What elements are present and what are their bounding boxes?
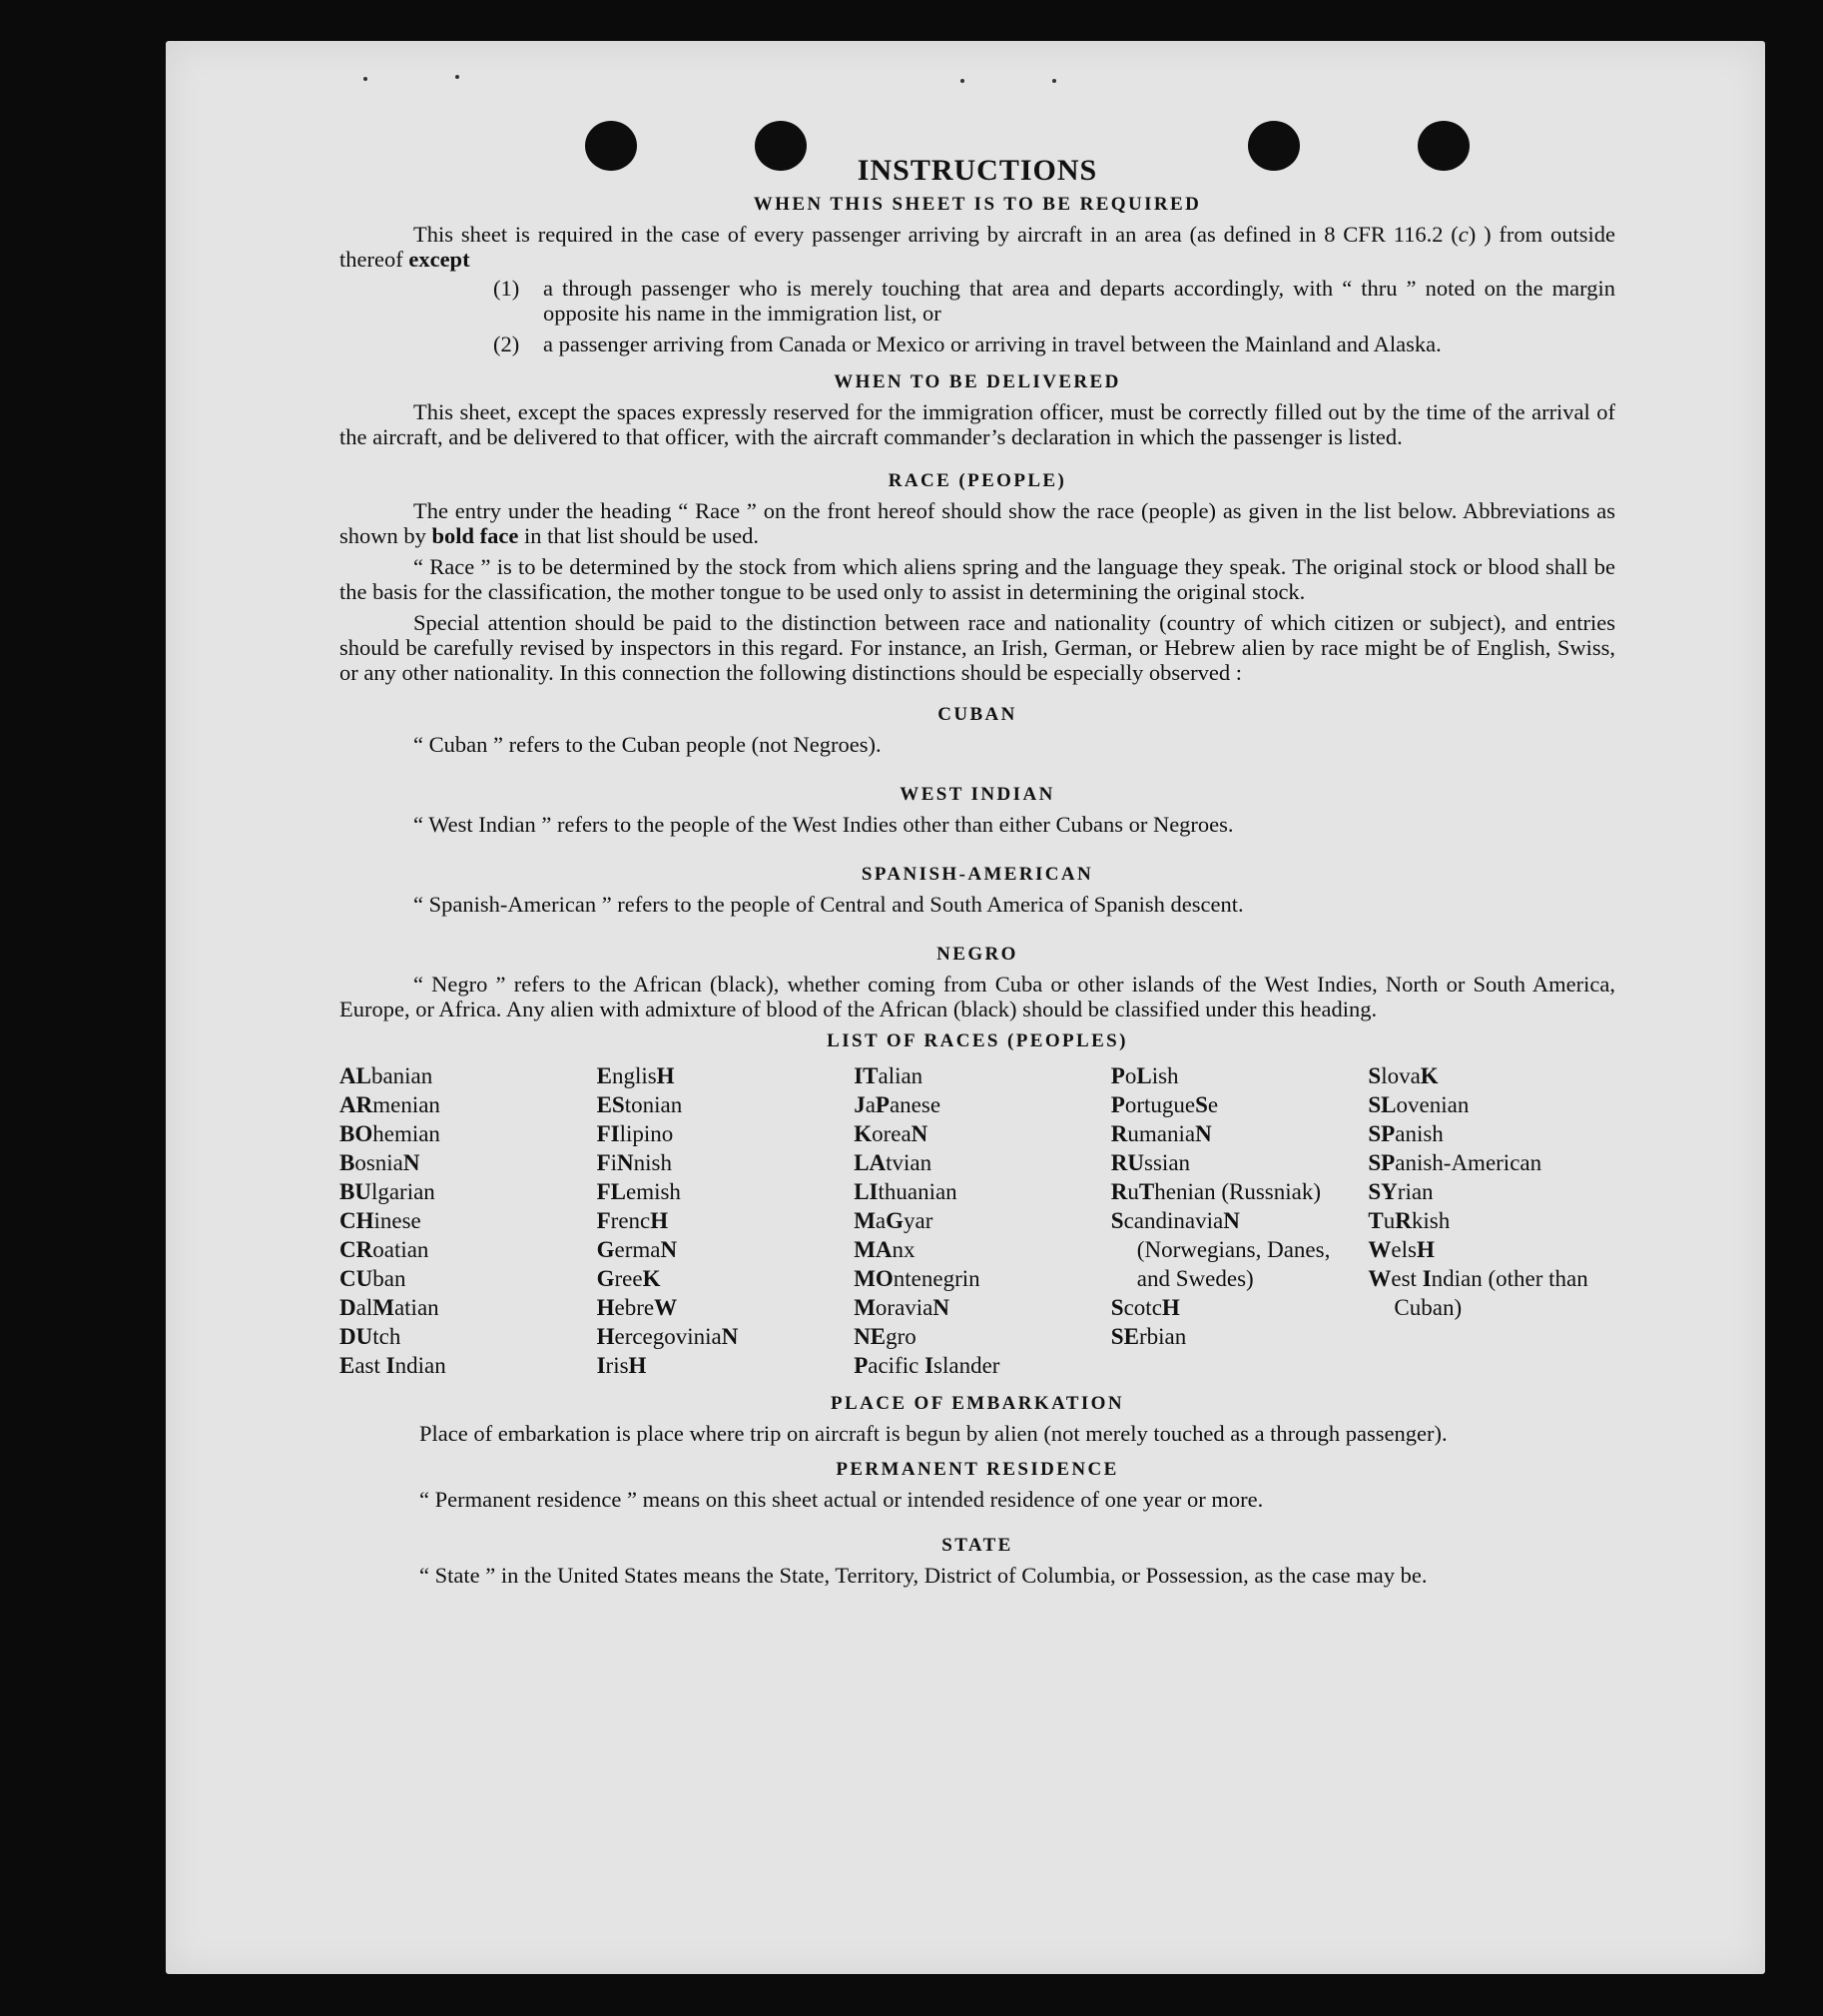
paragraph-race-3: Special attention should be paid to the distinction between race and nationality (country of which citizen or subject), and entries should be carefully revised by inspectors in this regard. For instance, an Irish, German, or Hebrew alien by race might be of English, Swiss, or any other nationality. In this connection the following distinctions should be especially observed :	[339, 610, 1615, 685]
abbreviation-letters: AL	[339, 1063, 371, 1088]
race-entry	[854, 1351, 1101, 1380]
race-text: candinavia	[1123, 1208, 1224, 1233]
abbreviation-letters: SE	[1110, 1324, 1139, 1349]
race-entry	[1368, 1177, 1615, 1206]
abbreviation-letters: SP	[1368, 1121, 1396, 1146]
abbreviation-letters: B	[339, 1150, 355, 1175]
text: bold face	[431, 523, 519, 548]
text: The entry under the heading “ Race ” on the front hereof should show the race (people) as given in the list below. Abbreviations as shown by	[339, 498, 1615, 548]
race-entry	[339, 1293, 587, 1322]
race-text: rian	[1397, 1179, 1434, 1204]
race-entry	[597, 1061, 845, 1090]
abbreviation-letters: W	[1368, 1266, 1392, 1291]
heading-list-of-races: LIST OF RACES (PEOPLES)	[827, 1030, 1128, 1051]
race-entry	[1368, 1148, 1615, 1177]
race-entry	[339, 1177, 587, 1206]
race-text: cotc	[1123, 1295, 1162, 1320]
race-text: anish-American	[1395, 1150, 1542, 1175]
race-text: ast	[354, 1353, 386, 1378]
race-entry	[597, 1351, 845, 1380]
abbreviation-letters: ES	[596, 1092, 625, 1117]
race-text: i	[610, 1150, 618, 1175]
race-entry	[854, 1206, 1101, 1235]
abbreviation-letters: AR	[339, 1092, 373, 1117]
race-entry	[854, 1148, 1101, 1177]
race-entry	[854, 1293, 1101, 1322]
abbreviation-letters: M	[372, 1295, 394, 1320]
abbreviation-letters: H	[628, 1353, 647, 1378]
abbreviation-letters: I	[385, 1353, 395, 1378]
abbreviation-letters: RU	[1110, 1150, 1145, 1175]
race-text: hemian	[372, 1121, 440, 1146]
paragraph-west-indian: “ West Indian ” refers to the people of the West Indies other than either Cubans or Negroes.	[413, 812, 1234, 837]
race-entry	[339, 1322, 587, 1351]
race-text: gro	[886, 1324, 916, 1349]
abbreviation-letters: LA	[854, 1150, 887, 1175]
paragraph-state: “ State ” in the United States means the State, Territory, District of Columbia, or Possession, as the case may be.	[419, 1563, 1428, 1588]
list-number: (1)	[493, 276, 520, 301]
abbreviation-letters: W	[1368, 1237, 1392, 1262]
race-entry	[597, 1264, 845, 1293]
race-text: ris	[605, 1353, 629, 1378]
race-text: ree	[614, 1266, 643, 1291]
abbreviation-letters: N	[1195, 1121, 1212, 1146]
abbreviation-letters: R	[1395, 1208, 1412, 1233]
race-text: alian	[878, 1063, 923, 1088]
race-text: nx	[892, 1237, 915, 1262]
abbreviation-letters: FL	[596, 1179, 626, 1204]
abbreviation-letters: S	[1110, 1295, 1124, 1320]
heading-permanent-residence: PERMANENT RESIDENCE	[836, 1459, 1119, 1480]
abbreviation-letters: N	[1223, 1208, 1240, 1233]
race-text: kish	[1411, 1208, 1451, 1233]
race-text: tvian	[886, 1150, 932, 1175]
race-text: ercegovinia	[614, 1324, 722, 1349]
text: ) ) from outside thereof	[339, 222, 1615, 272]
paragraph-spanish-american: “ Spanish-American ” refers to the people of Central and South America of Spanish descent.	[413, 892, 1244, 917]
abbreviation-letters: F	[596, 1150, 611, 1175]
text: in that list should be used.	[518, 523, 760, 548]
abbreviation-letters: R	[1110, 1121, 1128, 1146]
race-text: lipino	[619, 1121, 674, 1146]
race-text: tch	[372, 1324, 401, 1349]
heading-race: RACE (PEOPLE)	[888, 470, 1067, 491]
race-entry	[339, 1061, 587, 1090]
list-item	[493, 276, 1615, 326]
paragraph-place-of-embarkation: Place of embarkation is place where trip on aircraft is begun by alien (not merely touched as a through passenger).	[419, 1421, 1448, 1446]
abbreviation-letters: M	[854, 1295, 876, 1320]
abbreviation-letters: K	[854, 1121, 873, 1146]
race-entry	[339, 1148, 587, 1177]
race-text: osnia	[354, 1150, 403, 1175]
abbreviation-letters: K	[642, 1266, 661, 1291]
race-entry	[339, 1119, 587, 1148]
race-text: ovenian	[1396, 1092, 1470, 1117]
abbreviation-letters: N	[402, 1150, 420, 1175]
list-text: a passenger arriving from Canada or Mexico or arriving in travel between the Mainland and Alaska.	[543, 332, 1442, 356]
abbreviation-letters: SY	[1368, 1179, 1398, 1204]
list-text: a through passenger who is merely touching that area and departs accordingly, with “ thru ” noted on the margin opposite his name in the immigration list, or	[543, 276, 1615, 326]
speck	[455, 75, 459, 79]
abbreviation-letters: S	[1195, 1092, 1208, 1117]
abbreviation-letters: L	[1136, 1063, 1152, 1088]
abbreviation-letters: K	[1420, 1063, 1439, 1088]
race-text: ish	[1151, 1063, 1179, 1088]
races-column	[854, 1061, 1101, 1380]
abbreviation-letters: SL	[1368, 1092, 1397, 1117]
list-number: (2)	[493, 332, 520, 356]
race-text: ebre	[614, 1295, 655, 1320]
race-entry	[1111, 1293, 1359, 1322]
race-text: rbian	[1138, 1324, 1187, 1349]
race-entry	[854, 1322, 1101, 1351]
race-entry	[339, 1235, 587, 1264]
race-text: ndian	[394, 1353, 446, 1378]
race-text: thuanian	[878, 1179, 957, 1204]
abbreviation-letters: M	[854, 1208, 876, 1233]
heading-west-indian: WEST INDIAN	[900, 784, 1055, 805]
race-text: menian	[372, 1092, 440, 1117]
heading-when-delivered: WHEN TO BE DELIVERED	[834, 371, 1121, 392]
race-entry	[597, 1090, 845, 1119]
instructions-content	[339, 153, 1615, 1588]
abbreviation-letters: CH	[339, 1208, 374, 1233]
race-entry	[1368, 1206, 1615, 1235]
abbreviation-letters: G	[596, 1237, 615, 1262]
race-entry	[597, 1119, 845, 1148]
abbreviation-letters: N	[911, 1121, 928, 1146]
heading-state: STATE	[941, 1535, 1013, 1556]
abbreviation-letters: DU	[339, 1324, 373, 1349]
race-entry	[1111, 1119, 1359, 1148]
race-text: ntenegrin	[893, 1266, 980, 1291]
race-text: henian (Russniak)	[1154, 1179, 1321, 1204]
abbreviation-letters: N	[932, 1295, 949, 1320]
race-text: ortugue	[1124, 1092, 1196, 1117]
abbreviation-letters: H	[1416, 1237, 1435, 1262]
race-text: lova	[1381, 1063, 1421, 1088]
abbreviation-letters: T	[1138, 1179, 1155, 1204]
paragraph-permanent-residence: “ Permanent residence ” means on this sheet actual or intended residence of one year or more.	[419, 1487, 1264, 1512]
race-text: nish	[633, 1150, 673, 1175]
abbreviation-letters: N	[617, 1150, 634, 1175]
race-entry	[854, 1177, 1101, 1206]
race-entry	[1368, 1090, 1615, 1119]
abbreviation-letters: H	[596, 1295, 615, 1320]
race-entry	[1111, 1148, 1359, 1177]
abbreviation-letters: H	[1161, 1295, 1180, 1320]
race-entry	[854, 1264, 1101, 1293]
abbreviation-letters: IT	[854, 1063, 879, 1088]
abbreviation-letters: MO	[854, 1266, 894, 1291]
paragraph-race-1	[339, 498, 1615, 548]
abbreviation-letters: I	[596, 1353, 606, 1378]
race-text: (Norwegians, Danes, and Swedes)	[1136, 1237, 1331, 1291]
race-text: est	[1391, 1266, 1423, 1291]
race-text: e	[1207, 1092, 1219, 1117]
race-entry	[1111, 1090, 1359, 1119]
race-text: anish	[1395, 1121, 1444, 1146]
abbreviation-letters: BO	[339, 1121, 373, 1146]
abbreviation-letters: I	[924, 1353, 934, 1378]
paragraph-negro: “ Negro ” refers to the African (black), whether coming from Cuba or other islands of the West Indies, North or South America, Europe, or Africa. Any alien with admixture of blood of the African (black) should be classified under this heading.	[339, 972, 1615, 1021]
abbreviation-letters: W	[654, 1295, 678, 1320]
abbreviation-letters: LI	[854, 1179, 879, 1204]
race-text: anese	[889, 1092, 941, 1117]
race-text: lgarian	[370, 1179, 435, 1204]
race-text: slander	[933, 1353, 1000, 1378]
abbreviation-letters: S	[1368, 1063, 1382, 1088]
race-entry	[1111, 1322, 1359, 1351]
race-text: orea	[872, 1121, 912, 1146]
race-text: tonian	[624, 1092, 683, 1117]
race-text: els	[1391, 1237, 1417, 1262]
abbreviation-letters: E	[339, 1353, 355, 1378]
races-column	[339, 1061, 587, 1380]
abbreviation-letters: BU	[339, 1179, 371, 1204]
race-entry	[1368, 1264, 1615, 1322]
heading-negro: NEGRO	[936, 944, 1018, 965]
race-text: u	[1383, 1208, 1396, 1233]
race-text: al	[355, 1295, 373, 1320]
race-text: nglis	[611, 1063, 657, 1088]
race-text: a	[875, 1208, 887, 1233]
abbreviation-letters: P	[1110, 1063, 1125, 1088]
abbreviation-letters: G	[886, 1208, 905, 1233]
race-entry	[1111, 1206, 1359, 1293]
race-entry	[597, 1177, 845, 1206]
heading-spanish-american: SPANISH-AMERICAN	[861, 864, 1094, 885]
race-entry	[339, 1206, 587, 1235]
abbreviation-letters: CU	[339, 1266, 373, 1291]
race-text: inese	[373, 1208, 421, 1233]
abbreviation-letters: N	[721, 1324, 739, 1349]
heading-place-of-embarkation: PLACE OF EMBARKATION	[831, 1393, 1124, 1414]
race-entry	[854, 1061, 1101, 1090]
abbreviation-letters: G	[596, 1266, 615, 1291]
race-entry	[339, 1264, 587, 1293]
race-text: u	[1127, 1179, 1139, 1204]
race-text: ban	[372, 1266, 406, 1291]
race-text: renc	[610, 1208, 651, 1233]
document-sheet	[166, 41, 1765, 1974]
abbreviation-letters: SP	[1368, 1150, 1396, 1175]
race-text: erma	[614, 1237, 661, 1262]
race-entry	[597, 1148, 845, 1177]
abbreviation-letters: P	[875, 1092, 890, 1117]
text: c	[1458, 222, 1469, 247]
race-entry	[597, 1293, 845, 1322]
paragraph-race-2: “ Race ” is to be determined by the stock from which aliens spring and the language they speak. The original stock or blood shall be the basis for the classification, the mother tongue to be used only to assist in determining the original stock.	[339, 554, 1615, 604]
abbreviation-letters: S	[1110, 1208, 1124, 1233]
race-entry	[1111, 1177, 1359, 1206]
abbreviation-letters: FI	[596, 1121, 620, 1146]
abbreviation-letters: I	[1422, 1266, 1432, 1291]
paragraph-when-required	[339, 222, 1615, 272]
race-entry	[854, 1235, 1101, 1264]
abbreviation-letters: NE	[854, 1324, 887, 1349]
speck	[363, 77, 367, 81]
abbreviation-letters: CR	[339, 1237, 373, 1262]
abbreviation-letters: P	[854, 1353, 869, 1378]
race-entry	[854, 1119, 1101, 1148]
races-column	[1111, 1061, 1359, 1380]
abbreviation-letters: J	[854, 1092, 866, 1117]
abbreviation-letters: F	[596, 1208, 611, 1233]
race-text: o	[1124, 1063, 1137, 1088]
race-entry	[597, 1322, 845, 1351]
race-text: yar	[904, 1208, 933, 1233]
abbreviation-letters: H	[596, 1324, 615, 1349]
abbreviation-letters: R	[1110, 1179, 1128, 1204]
races-list	[339, 1061, 1615, 1380]
speck	[960, 79, 964, 83]
race-text: banian	[370, 1063, 433, 1088]
race-entry	[597, 1235, 845, 1264]
race-text: oravia	[875, 1295, 933, 1320]
race-text: oatian	[372, 1237, 429, 1262]
race-entry	[1368, 1119, 1615, 1148]
race-entry	[854, 1090, 1101, 1119]
race-entry	[597, 1206, 845, 1235]
paragraph-cuban: “ Cuban ” refers to the Cuban people (not Negroes).	[413, 732, 882, 757]
text: This sheet is required in the case of every passenger arriving by aircraft in an area (as defined in 8 CFR 116.2 (	[413, 222, 1459, 247]
race-text: ssian	[1144, 1150, 1191, 1175]
race-text: ndian (other than Cuban)	[1394, 1266, 1588, 1320]
race-entry	[339, 1351, 587, 1380]
races-column	[597, 1061, 845, 1380]
abbreviation-letters: N	[660, 1237, 678, 1262]
abbreviation-letters: P	[1110, 1092, 1125, 1117]
races-column	[1368, 1061, 1615, 1380]
race-text: atian	[393, 1295, 439, 1320]
race-text: a	[865, 1092, 876, 1117]
abbreviation-letters: E	[596, 1063, 612, 1088]
race-entry	[1111, 1061, 1359, 1090]
page-title: INSTRUCTIONS	[857, 154, 1098, 187]
heading-cuban: CUBAN	[937, 704, 1017, 725]
race-entry	[1368, 1061, 1615, 1090]
race-text: umania	[1127, 1121, 1196, 1146]
text: except	[408, 247, 470, 272]
race-text: emish	[625, 1179, 681, 1204]
race-text: acific	[868, 1353, 925, 1378]
abbreviation-letters: H	[656, 1063, 675, 1088]
speck	[1052, 79, 1056, 83]
paragraph-when-delivered: This sheet, except the spaces expressly reserved for the immigration officer, must be correctly filled out by the time of the arrival of the aircraft, and be delivered to that officer, with the aircraft commander’s declaration in which the passenger is listed.	[339, 399, 1615, 449]
list-item	[493, 332, 1615, 356]
race-entry	[339, 1090, 587, 1119]
race-entry	[1368, 1235, 1615, 1264]
abbreviation-letters: T	[1368, 1208, 1384, 1233]
abbreviation-letters: D	[339, 1295, 356, 1320]
abbreviation-letters: MA	[854, 1237, 893, 1262]
abbreviation-letters: H	[650, 1208, 669, 1233]
heading-when-required: WHEN THIS SHEET IS TO BE REQUIRED	[753, 194, 1202, 215]
